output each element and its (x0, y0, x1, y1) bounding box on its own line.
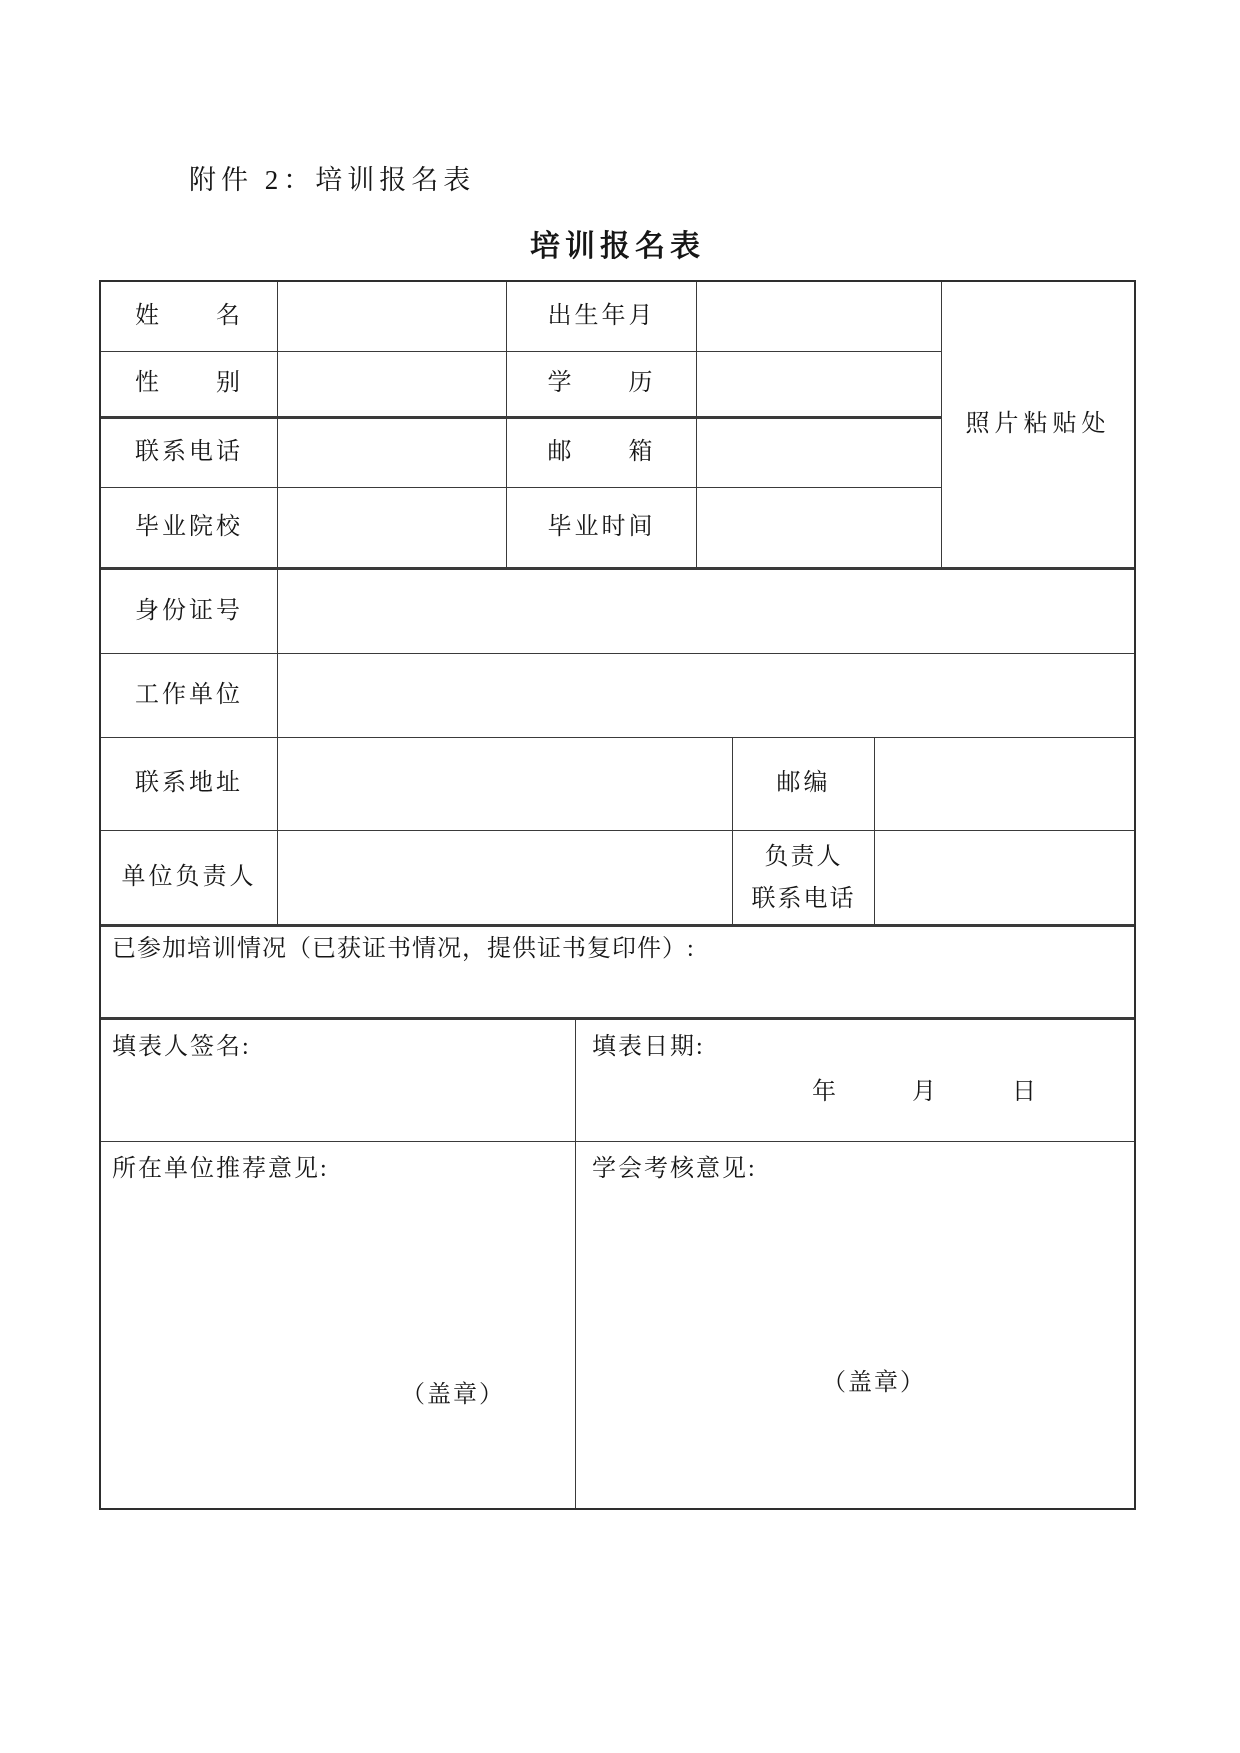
registration-form-table (99, 280, 1136, 1510)
education-value-cell (697, 352, 942, 419)
head-phone-label-cell (733, 831, 875, 927)
id-number-label-cell: 身份证号 (101, 570, 278, 654)
phone-label-cell: 联系电话 (101, 419, 278, 488)
birthdate-label-cell: 出生年月 (507, 282, 697, 352)
society-seal-label: （盖章） (822, 1370, 926, 1396)
unit-opinion-cell (101, 1142, 576, 1508)
form-title: 培训报名表 (530, 230, 705, 263)
school-value-cell (278, 488, 507, 570)
school-label-cell: 毕业院校 (101, 488, 278, 570)
address-label-cell: 联系地址 (101, 738, 278, 831)
name-label-cell: 姓 名 (101, 282, 278, 352)
education-label-cell: 学 历 (507, 352, 697, 419)
address-value-cell (278, 738, 733, 831)
unit-seal-label: （盖章） (401, 1382, 505, 1408)
email-label-cell: 邮 箱 (507, 419, 697, 488)
unit-opinion-label: 所在单位推荐意见: (112, 1156, 329, 1182)
id-number-value-cell (278, 570, 1134, 654)
photo-area-cell: 照片粘贴处 (942, 282, 1134, 570)
head-phone-label-line2: 联系电话 (751, 885, 856, 912)
gender-value-cell (278, 352, 507, 419)
postcode-label-cell: 邮编 (733, 738, 875, 831)
unit-head-value-cell (278, 831, 733, 927)
gender-label-cell: 性 别 (101, 352, 278, 419)
head-phone-label-line1: 负责人 (764, 843, 843, 870)
employer-label-cell: 工作单位 (101, 654, 278, 738)
year-label: 年 (812, 1079, 836, 1106)
attachment-heading: 附件 2：培训报名表 (189, 165, 476, 195)
grad-time-label-cell: 毕业时间 (507, 488, 697, 570)
fill-date-label: 填表日期: (592, 1034, 705, 1060)
day-label: 日 (1012, 1079, 1036, 1106)
date-blanks-line (592, 1077, 1120, 1108)
month-label: 月 (912, 1079, 936, 1106)
phone-value-cell (278, 419, 507, 488)
signer-cell: 填表人签名: (101, 1020, 576, 1142)
society-opinion-cell (576, 1142, 1134, 1508)
training-history-cell: 已参加培训情况（已获证书情况，提供证书复印件）: (101, 927, 1134, 1020)
unit-head-label-cell: 单位负责人 (101, 831, 278, 927)
grad-time-value-cell (697, 488, 942, 570)
name-value-cell (278, 282, 507, 352)
postcode-value-cell (875, 738, 1134, 831)
fill-date-cell (576, 1020, 1134, 1142)
head-phone-value-cell (875, 831, 1134, 927)
employer-value-cell (278, 654, 1134, 738)
birthdate-value-cell (697, 282, 942, 352)
society-opinion-label: 学会考核意见: (592, 1156, 757, 1182)
email-value-cell (697, 419, 942, 488)
